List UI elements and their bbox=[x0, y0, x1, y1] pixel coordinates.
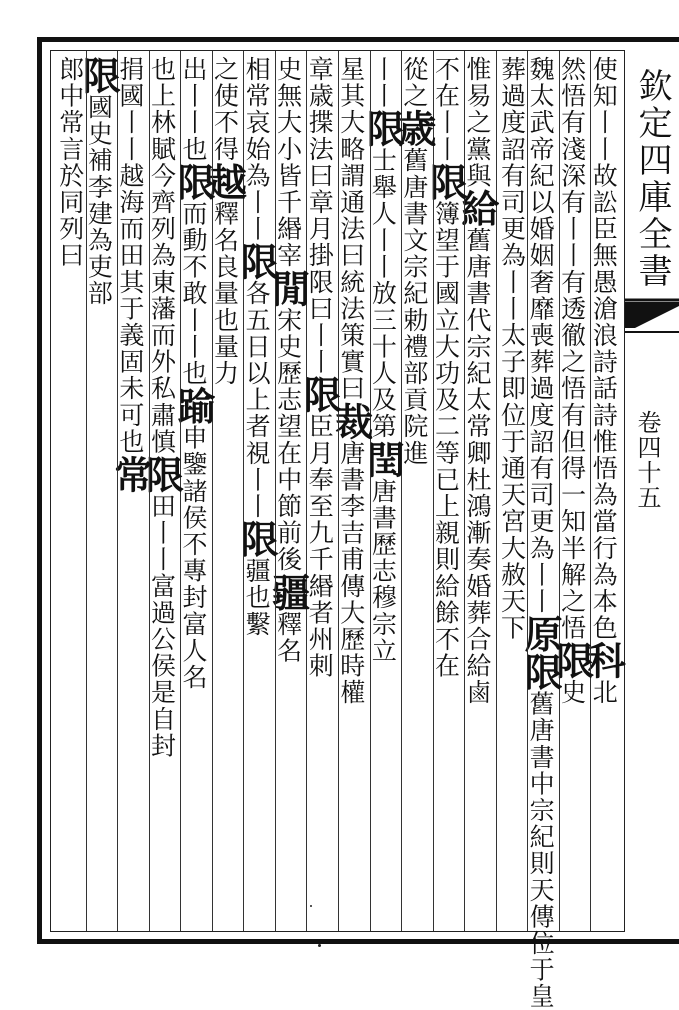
headword: 常 bbox=[107, 455, 153, 493]
column-text: 星其大略謂通法曰統法策實曰 bbox=[336, 56, 366, 402]
text-column bbox=[391, 56, 437, 932]
column-text: 國史補李建為吏部 bbox=[84, 94, 114, 307]
column-text: 舊唐書中宗紀則天傳位于皇 bbox=[526, 690, 556, 1010]
column-text: 釋名 bbox=[273, 610, 303, 665]
ink-speck bbox=[318, 944, 321, 947]
column-text: 不在丨丨 bbox=[431, 56, 461, 163]
text-column bbox=[265, 56, 311, 932]
headword: 原限 bbox=[518, 614, 564, 691]
column-text: 章歳揲法曰章月掛限曰丨丨 bbox=[305, 56, 335, 376]
text-column bbox=[107, 56, 153, 932]
ink-speck bbox=[310, 905, 312, 907]
headword: 限 bbox=[423, 162, 469, 201]
column-text: 唐書歷志穆宗立 bbox=[368, 477, 398, 665]
column-text: 之使不得 bbox=[210, 56, 240, 163]
column-text: 簿望于國立大功及二等已上親則給餘不在 bbox=[431, 200, 461, 680]
column-text: 疆也繫 bbox=[242, 557, 272, 638]
headword: 科 bbox=[581, 641, 627, 680]
column-text: 葬過度詔有司更為丨丨 bbox=[526, 348, 556, 615]
column-text: 郎中常言於同列曰 bbox=[55, 56, 85, 269]
column-text: 北 bbox=[589, 679, 619, 706]
column-text: 葬過度詔有司更為丨丨太子即位于通天宮大赦天下 bbox=[497, 56, 527, 642]
text-column bbox=[297, 56, 343, 932]
column-text: 舊唐書代宗紀太常卿杜鴻漸奏婚葬合給鹵 bbox=[463, 227, 492, 706]
headword: 限 bbox=[234, 519, 280, 558]
column-text: 士舉人丨丨放三十人及第 bbox=[368, 147, 398, 440]
text-column bbox=[495, 56, 529, 932]
column-text: 臣月奉至九千緡者州刺 bbox=[305, 413, 335, 680]
column-text: 唐書李吉甫傳大歷時權 bbox=[336, 439, 366, 706]
column-text: 惟易之黨與 bbox=[463, 56, 492, 189]
column-text: 申鑒諸侯不專封富人名 bbox=[179, 424, 208, 691]
volume-label: 卷四十五 bbox=[633, 410, 661, 510]
column-text: 從之 bbox=[399, 56, 429, 110]
text-column bbox=[53, 56, 87, 932]
headword: 給 bbox=[455, 189, 500, 227]
column-text: 史無大小皆千緡宰 bbox=[273, 56, 303, 269]
column-text: 魏太武帝紀以婚姻奢靡喪 bbox=[526, 56, 556, 349]
headword: 閏 bbox=[360, 439, 406, 478]
headword: 限 bbox=[549, 641, 595, 680]
column-text: 丨丨故訟臣無愚滄浪詩話詩惟悟為當行為本色 bbox=[589, 109, 619, 642]
column-text: 捐國丨丨越海而田其于義固未可也 bbox=[115, 56, 145, 455]
headword: 疆 bbox=[265, 572, 311, 611]
headword: 閒 bbox=[265, 268, 311, 307]
headword: 越 bbox=[202, 162, 248, 201]
column-text: 相常哀始為丨丨 bbox=[242, 56, 272, 243]
fishtail-mark-icon bbox=[625, 298, 679, 334]
column-text: 然悟有淺深有丨丨有透徹之悟有但得一知半解之悟 bbox=[557, 56, 587, 642]
headword: 限 bbox=[76, 56, 122, 94]
headword: 限 bbox=[297, 375, 343, 414]
text-column bbox=[581, 56, 627, 932]
headword: 限 bbox=[360, 109, 406, 148]
column-text: 而動不敢丨丨也 bbox=[179, 200, 208, 387]
headword: 限 bbox=[171, 162, 216, 201]
column-text: 也上林賦今齊列為東藩而外私肅慎 bbox=[147, 56, 177, 455]
column-text: 各五日以上者視丨丨 bbox=[242, 280, 272, 520]
text-column bbox=[328, 56, 374, 932]
book-title: 欽定四庫全書 bbox=[632, 68, 672, 290]
headword: 裁 bbox=[328, 401, 374, 440]
column-text: 釋名良量也量力 bbox=[210, 200, 240, 387]
headword: 限 bbox=[139, 455, 185, 493]
headword: 限 bbox=[234, 242, 280, 281]
text-column bbox=[549, 56, 595, 932]
column-text: 舊唐書文宗紀勅禮部貢院進 bbox=[399, 147, 429, 467]
column-text: 田丨丨富過公侯是自封 bbox=[147, 493, 177, 759]
column-text: 史 bbox=[557, 679, 587, 706]
text-column bbox=[171, 56, 216, 932]
text-column bbox=[518, 56, 564, 1010]
column-text: 使知 bbox=[589, 56, 619, 110]
column-text: 出丨丨也 bbox=[179, 56, 208, 163]
headword: 踰 bbox=[171, 386, 216, 425]
text-column bbox=[360, 56, 406, 932]
headword: 歳 bbox=[391, 109, 437, 148]
text-column bbox=[139, 56, 185, 932]
column-text: 丨丨 bbox=[368, 56, 398, 110]
column-text: 宋史歷志望在中節前後 bbox=[273, 306, 303, 573]
text-column bbox=[76, 56, 122, 932]
text-column bbox=[423, 56, 469, 932]
